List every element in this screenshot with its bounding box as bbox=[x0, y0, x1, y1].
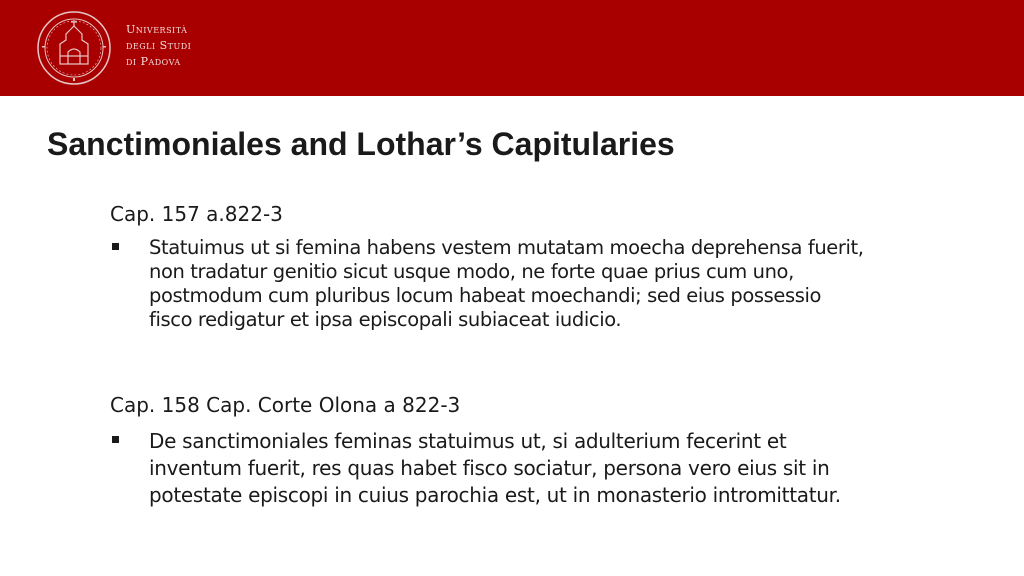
wordmark-line-1: Università bbox=[126, 23, 188, 36]
slide-title: Sanctimoniales and Lothar’s Capitularies bbox=[47, 126, 675, 162]
bullet-marker bbox=[112, 243, 119, 250]
section-label-cap-158: Cap. 158 Cap. Corte Olona a 822-3 bbox=[110, 393, 461, 417]
section-label-cap-157: Cap. 157 a.822-3 bbox=[110, 202, 283, 226]
bullet-text-cap-157: Statuimus ut si femina habens vestem mutatam moecha deprehensa fuerit, non tradatur genitio sicut usque modo, ne forte quae prius cum uno, postmodum cum pluribus locum habeat moechandi; sed eius possessio fisco redigatur et ipsa episcopali subiaceat iudicio. bbox=[149, 236, 864, 331]
wordmark-line-3: di Padova bbox=[126, 55, 181, 68]
wordmark-line-2: degli Studi bbox=[126, 39, 192, 52]
bullet-marker bbox=[112, 436, 119, 443]
university-wordmark bbox=[126, 22, 191, 70]
university-seal-icon bbox=[36, 10, 112, 86]
header-band bbox=[0, 0, 1024, 96]
bullet-text-cap-158: De sanctimoniales feminas statuimus ut, si adulterium fecerint et inventum fuerit, res quas habet fisco sociatur, persona vero eius sit in potestate episcopi in cuius parochia est, ut in monasterio intromittatur. bbox=[149, 429, 841, 507]
